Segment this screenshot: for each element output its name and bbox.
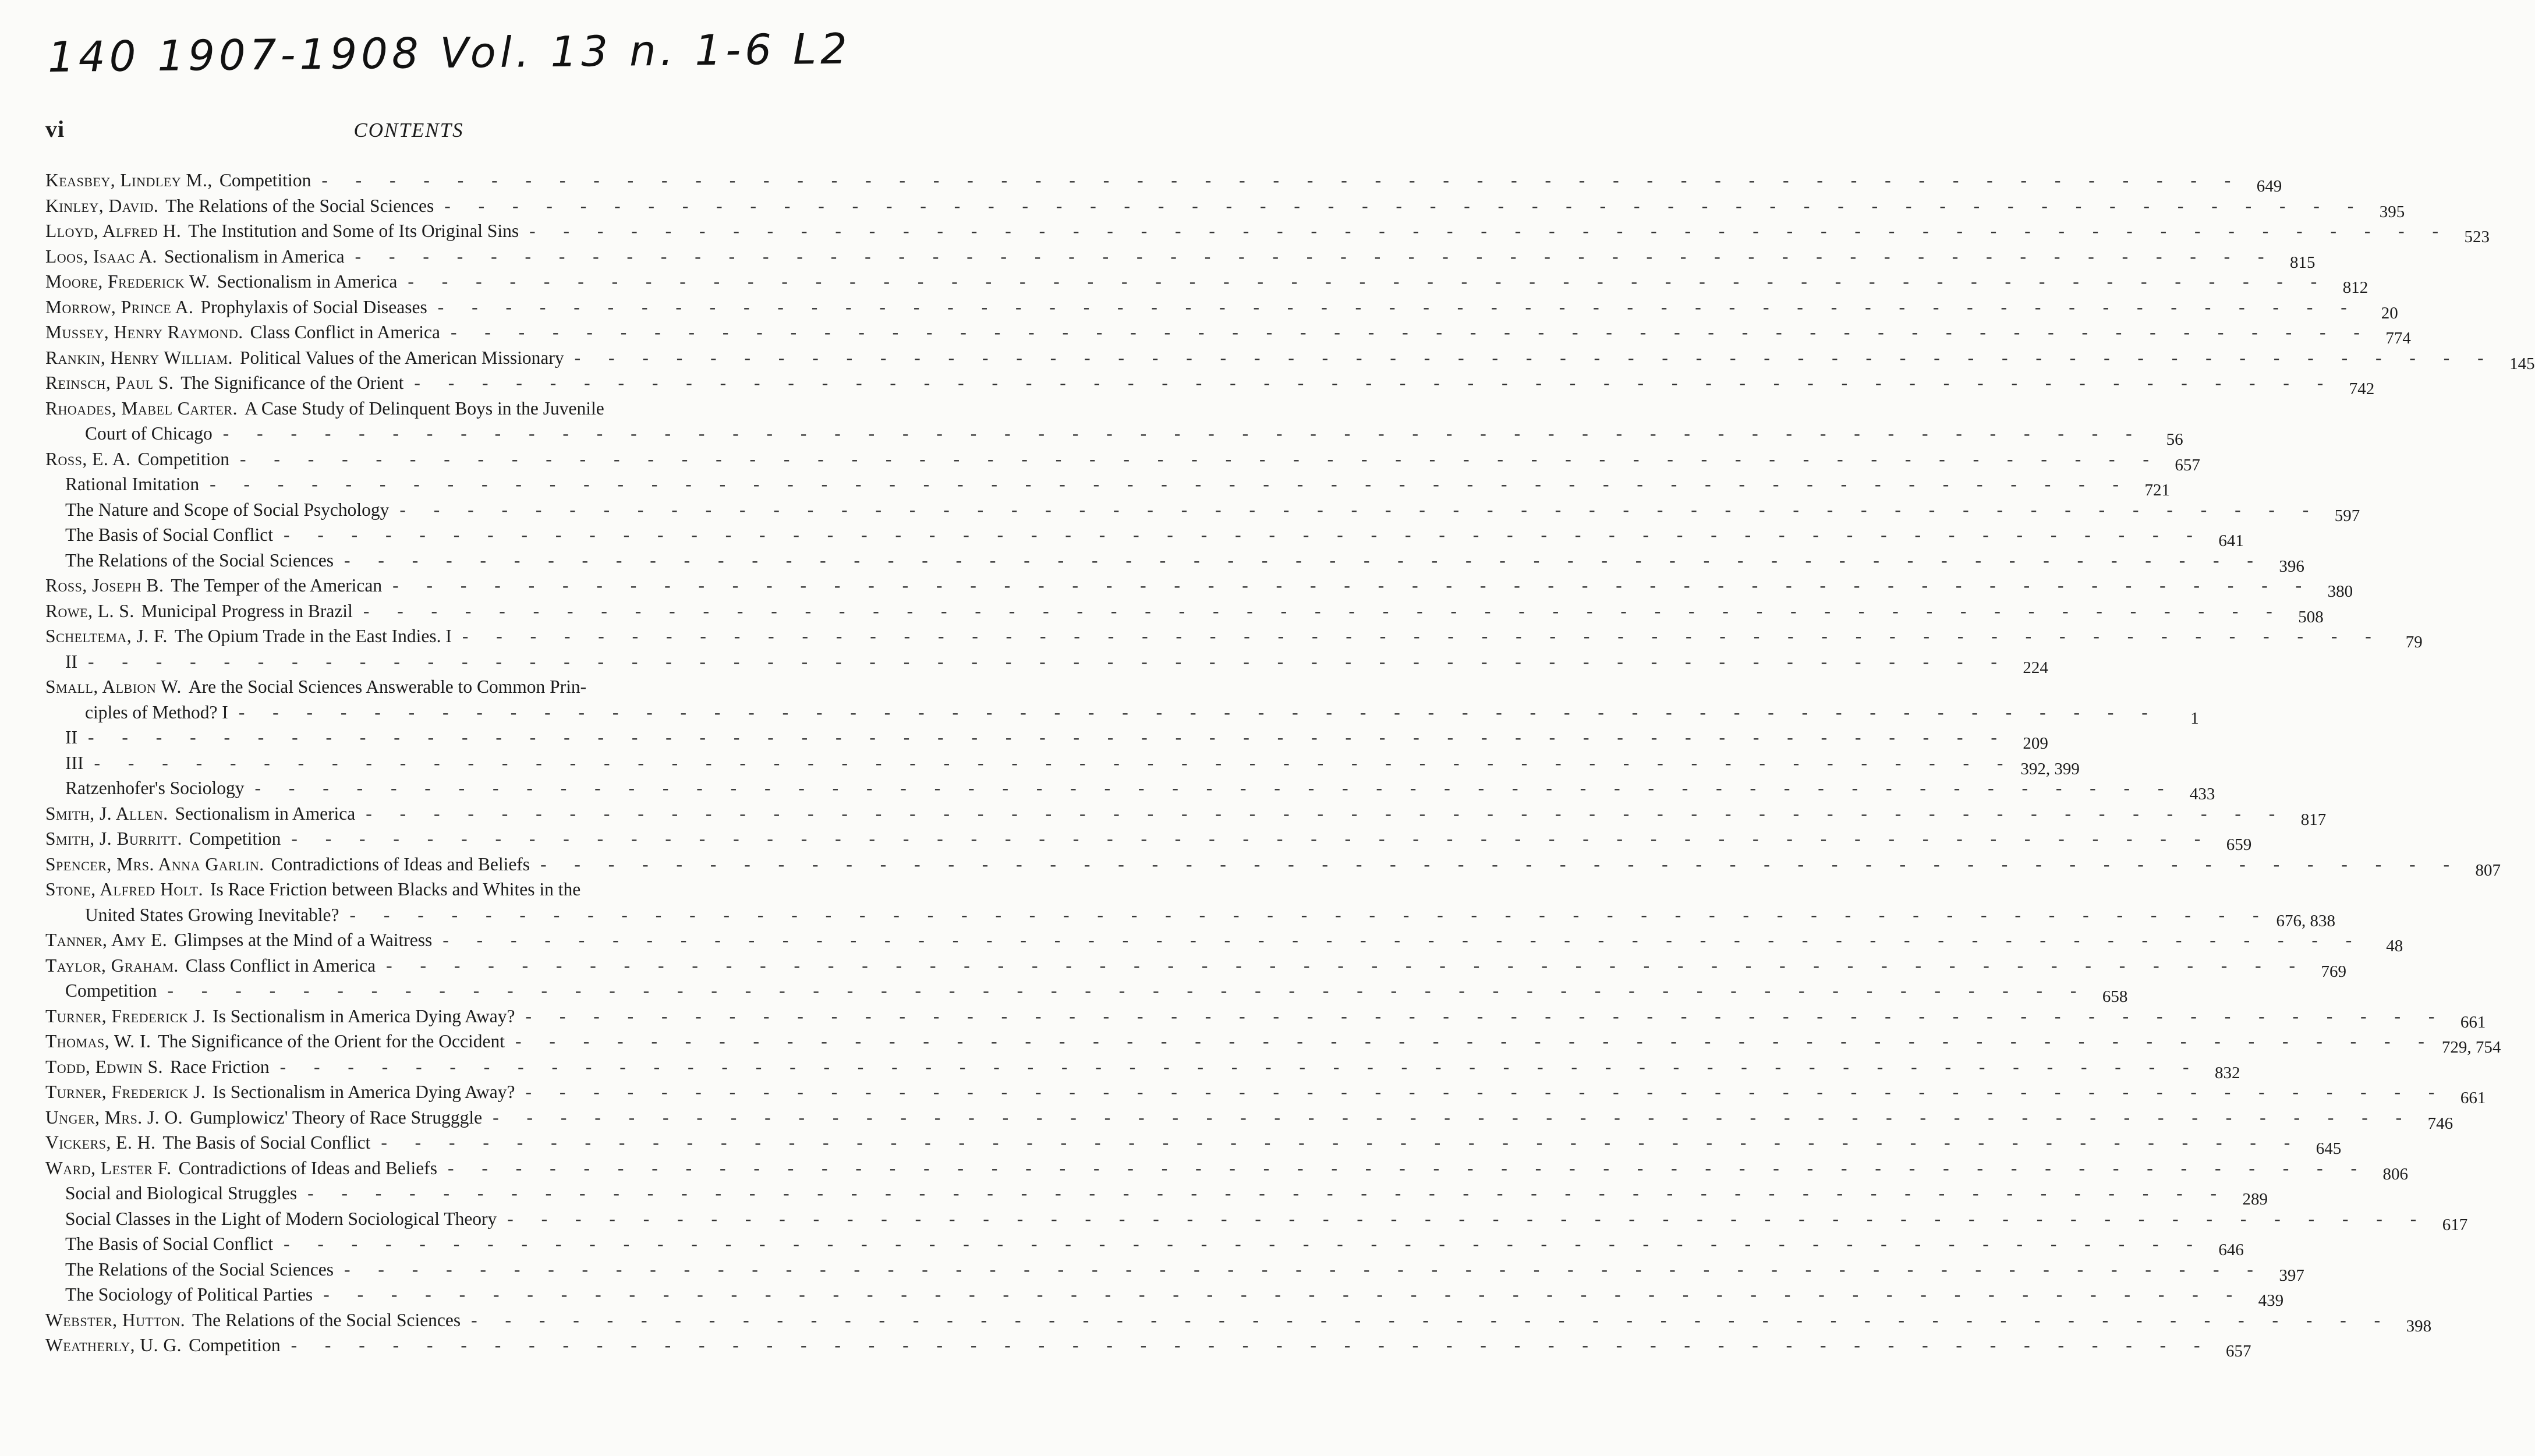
entry-author: Webster, Hutton. xyxy=(45,1309,186,1330)
entry-leaders: - - - - - - - - - - - - - - - - - - - - - - - - - - - - - - - - - - - - - - - - - - - - - - - - - - - - - - - - - xyxy=(87,651,2009,672)
entry-title: Contradictions of Ideas and Beliefs xyxy=(271,853,530,874)
entry-author: Rankin, Henry William. xyxy=(45,347,233,368)
entry-author: Tanner, Amy E. xyxy=(45,930,168,950)
contents-entry xyxy=(45,1333,2251,1361)
entry-title: The Basis of Social Conflict xyxy=(65,1234,273,1254)
contents-entry xyxy=(45,168,2282,196)
entry-title: II xyxy=(65,651,77,672)
entry-author: Spencer, Mrs. Anna Garlin. xyxy=(45,853,264,874)
entry-title: III xyxy=(65,752,84,773)
entry-page-number: 812 xyxy=(2342,278,2368,297)
entry-title: II xyxy=(65,727,77,748)
entry-leaders: - - - - - - - - - - - - - - - - - - - - - - - - - - - - - - - - - - - - - - - - - - - - - - - - - - - - - - - - - xyxy=(448,1157,2368,1178)
contents-entry-continuation xyxy=(45,421,2183,449)
entry-title: The Significance of the Orient for the Occident xyxy=(158,1031,505,1051)
entry-page-number: 395 xyxy=(2379,202,2405,221)
entry-author: Todd, Edwin S. xyxy=(45,1056,164,1077)
entry-leaders: - - - - - - - - - - - - - - - - - - - - - - - - - - - - - - - - - - - - - - - - - - - - - - - - - - - - - - - - - xyxy=(414,373,2335,393)
entry-leaders: - - - - - - - - - - - - - - - - - - - - - - - - - - - - - - - - - - - - - - - - - - - - - - - - - - - - - - - - - xyxy=(507,1208,2428,1229)
entry-leaders: - - - - - - - - - - - - - - - - - - - - - - - - - - - - - - - - - - - - - - - - - - - - - - - - - - - - - - - - - xyxy=(344,1259,2265,1280)
entry-author: Ross, E. A. xyxy=(45,448,131,469)
contents-entry xyxy=(45,649,2048,677)
entry-author: Lloyd, Alfred H. xyxy=(45,221,182,241)
entry-title-continuation: Court of Chicago xyxy=(85,423,213,444)
entry-page-number: 769 xyxy=(2321,962,2347,981)
contents-entry xyxy=(45,852,2501,880)
running-head: CONTENTS xyxy=(353,119,464,141)
entry-author: Smith, J. Allen. xyxy=(45,803,168,824)
entry-leaders: - - - - - - - - - - - - - - - - - - - - - - - - - - - - - - - - - - - - - - - - - - - - - - - - - - - - - - - - - xyxy=(323,1284,2244,1305)
entry-author: Vickers, E. H. xyxy=(45,1132,156,1153)
entry-author: Ross, Joseph B. xyxy=(45,575,164,596)
entry-title: Rational Imitation xyxy=(65,474,200,494)
entry-leaders: - - - - - - - - - - - - - - - - - - - - - - - - - - - - - - - - - - - - - - - - - - - - - - - - - - - - - - - - - xyxy=(279,1056,2201,1077)
entry-page-number: 832 xyxy=(2215,1063,2240,1082)
entry-leaders: - - - - - - - - - - - - - - - - - - - - - - - - - - - - - - - - - - - - - - - - - - - - - - - - - - - - - - - - - xyxy=(222,423,2144,444)
entry-author: Morrow, Prince A. xyxy=(45,296,194,317)
entry-leaders: - - - - - - - - - - - - - - - - - - - - - - - - - - - - - - - - - - - - - - - - - - - - - - - - - - - - - - - - - xyxy=(355,246,2276,267)
entry-page-number: 659 xyxy=(2226,835,2252,854)
entry-page-number: 815 xyxy=(2290,253,2316,272)
entry-title: Municipal Progress in Brazil xyxy=(141,600,353,621)
contents-entry xyxy=(45,1105,2453,1133)
entry-leaders: - - - - - - - - - - - - - - - - - - - - - - - - - - - - - - - - - - - - - - - - - - - - - - - - - - - - - - - - - xyxy=(444,195,2366,216)
entry-page-number: 597 xyxy=(2334,506,2360,525)
entry-author: Rhoades, Mabel Carter. xyxy=(45,398,238,419)
entry-leaders: - - - - - - - - - - - - - - - - - - - - - - - - - - - - - - - - - - - - - - - - - - - - - - - - - - - - - - - - - xyxy=(529,221,2451,241)
entry-page-number: 289 xyxy=(2242,1190,2268,1209)
contents-list xyxy=(45,168,2535,1361)
entry-title: Class Conflict in America xyxy=(250,322,440,342)
entry-title: Prophylaxis of Social Diseases xyxy=(200,296,427,317)
entry-leaders: - - - - - - - - - - - - - - - - - - - - - - - - - - - - - - - - - - - - - - - - - - - - - - - - - - - - - - - - - xyxy=(291,1335,2212,1355)
entry-page-number: 48 xyxy=(2386,937,2403,955)
entry-title-continuation: United States Growing Inevitable? xyxy=(85,904,339,925)
entry-leaders: - - - - - - - - - - - - - - - - - - - - - - - - - - - - - - - - - - - - - - - - - - - - - - - - - - - - - - - - - xyxy=(462,626,2383,646)
entry-leaders: - - - - - - - - - - - - - - - - - - - - - - - - - - - - - - - - - - - - - - - - - - - - - - - - - - - - - - - - - xyxy=(471,1309,2392,1330)
entry-title: The Significance of the Orient xyxy=(180,373,404,393)
contents-entry xyxy=(45,1257,2304,1285)
entry-author: Thomas, W. I. xyxy=(45,1031,151,1051)
entry-page-number: 398 xyxy=(2406,1316,2432,1335)
contents-entry xyxy=(45,1181,2268,1209)
entry-leaders: - - - - - - - - - - - - - - - - - - - - - - - - - - - - - - - - - - - - - - - - - - - - - - - - - - - - - - - - - xyxy=(349,904,2271,925)
entry-leaders: - - - - - - - - - - - - - - - - - - - - - - - - - - - - - - - - - - - - - - - - - - - - - - - - - - - - - - - - - xyxy=(254,778,2176,798)
entry-author: Keasbey, Lindley M., xyxy=(45,170,213,190)
entry-title: Contradictions of Ideas and Beliefs xyxy=(178,1157,438,1178)
entry-author: Mussey, Henry Raymond. xyxy=(45,322,243,342)
contents-entry xyxy=(45,725,2048,753)
contents-entry xyxy=(45,826,2252,854)
contents-entry xyxy=(45,1130,2342,1158)
entry-page-number: 646 xyxy=(2218,1241,2244,1259)
entry-page-number: 617 xyxy=(2442,1215,2468,1234)
entry-title-continuation: ciples of Method? I xyxy=(85,702,228,722)
entry-page-number: 658 xyxy=(2102,987,2128,1006)
entry-page-number: 721 xyxy=(2144,481,2171,499)
entry-leaders: - - - - - - - - - - - - - - - - - - - - - - - - - - - - - - - - - - - - - - - - - - - - - - - - - - - - - - - - - xyxy=(94,752,2015,773)
entry-author: Stone, Alfred Holt. xyxy=(45,879,203,899)
entry-author: Kinley, David. xyxy=(45,195,159,216)
entry-title: Political Values of the American Missionary xyxy=(239,347,564,368)
entry-leaders: - - - - - - - - - - - - - - - - - - - - - - - - - - - - - - - - - - - - - - - - - - - - - - - - - - - - - - - - - xyxy=(167,980,2088,1001)
entry-leaders: - - - - - - - - - - - - - - - - - - - - - - - - - - - - - - - - - - - - - - - - - - - - - - - - - - - - - - - - - xyxy=(450,322,2371,342)
contents-entry xyxy=(45,598,2324,626)
entry-title: The Basis of Social Conflict xyxy=(65,525,273,545)
entry-page-number: 380 xyxy=(2327,582,2353,601)
contents-entry xyxy=(45,624,2423,651)
entry-page-number: 645 xyxy=(2316,1139,2342,1158)
entry-leaders: - - - - - - - - - - - - - - - - - - - - - - - - - - - - - - - - - - - - - - - - - - - - - - - - - - - - - - - - - xyxy=(321,170,2243,190)
entry-leaders: - - - - - - - - - - - - - - - - - - - - - - - - - - - - - - - - - - - - - - - - - - - - - - - - - - - - - - - - - xyxy=(240,448,2161,469)
entry-title: Competition xyxy=(189,1335,281,1355)
entry-page-number: 657 xyxy=(2225,1342,2251,1361)
entry-page-number: 806 xyxy=(2382,1164,2408,1184)
entry-title: Sectionalism in America xyxy=(217,271,398,292)
entry-title: The Opium Trade in the East Indies. I xyxy=(174,626,452,646)
entry-page-number: 145 xyxy=(2509,354,2535,373)
entry-leaders: - - - - - - - - - - - - - - - - - - - - - - - - - - - - - - - - - - - - - - - - - - - - - - - - - - - - - - - - - xyxy=(399,499,2321,520)
contents-entry xyxy=(45,953,2347,981)
entry-leaders: - - - - - - - - - - - - - - - - - - - - - - - - - - - - - - - - - - - - - - - - - - - - - - - - - - - - - - - - - xyxy=(386,955,2307,976)
entry-leaders: - - - - - - - - - - - - - - - - - - - - - - - - - - - - - - - - - - - - - - - - - - - - - - - - - - - - - - - - - xyxy=(363,600,2284,621)
entry-leaders: - - - - - - - - - - - - - - - - - - - - - - - - - - - - - - - - - - - - - - - - - - - - - - - - - - - - - - - - - xyxy=(540,853,2461,874)
contents-entry xyxy=(45,1054,2240,1082)
contents-entry-continuation xyxy=(45,700,2199,728)
contents-entry xyxy=(45,396,780,421)
contents-entry xyxy=(45,978,2128,1006)
entry-title: Is Race Friction between Blacks and Whites in the xyxy=(210,879,581,899)
entry-leaders: - - - - - - - - - - - - - - - - - - - - - - - - - - - - - - - - - - - - - - - - - - - - - - - - - - - - - - - - - xyxy=(525,1082,2447,1102)
entry-author: Rowe, L. S. xyxy=(45,600,134,621)
entry-page-number: 209 xyxy=(2023,734,2048,753)
entry-title: The Basis of Social Conflict xyxy=(162,1132,371,1153)
entry-page-number: 224 xyxy=(2023,658,2048,677)
contents-entry xyxy=(45,775,2215,803)
entry-title: The Sociology of Political Parties xyxy=(65,1284,313,1305)
contents-entry xyxy=(45,497,2360,525)
entry-author: Turner, Frederick J. xyxy=(45,1082,206,1102)
entry-page-number: 807 xyxy=(2475,860,2501,880)
entry-author: Moore, Frederick W. xyxy=(45,271,210,292)
contents-entry xyxy=(45,218,2490,246)
entry-title: Gumplowicz' Theory of Race Strugggle xyxy=(190,1107,483,1128)
entry-author: Unger, Mrs. J. O. xyxy=(45,1107,183,1128)
entry-title: A Case Study of Delinquent Boys in the Juvenile xyxy=(244,398,604,419)
entry-page-number: 746 xyxy=(2427,1114,2453,1133)
entry-title: Sectionalism in America xyxy=(175,803,356,824)
entry-page-number: 79 xyxy=(2405,633,2423,651)
entry-leaders: - - - - - - - - - - - - - - - - - - - - - - - - - - - - - - - - - - - - - - - - - - - - - - - - - - - - - - - - - xyxy=(238,702,2159,722)
entry-title: Class Conflict in America xyxy=(185,955,376,976)
contents-entry xyxy=(45,244,2316,272)
entry-leaders: - - - - - - - - - - - - - - - - - - - - - - - - - - - - - - - - - - - - - - - - - - - - - - - - - - - - - - - - - xyxy=(210,474,2131,494)
entry-page-number: 508 xyxy=(2298,607,2324,626)
contents-entry xyxy=(45,877,780,902)
entry-title: Are the Social Sciences Answerable to Common Prin- xyxy=(188,676,587,697)
entry-title: Glimpses at the Mind of a Waitress xyxy=(174,930,433,950)
entry-author: Scheltema, J. F. xyxy=(45,626,168,646)
entry-title: The Relations of the Social Sciences xyxy=(65,550,334,571)
contents-entry xyxy=(45,1282,2284,1310)
entry-author: Reinsch, Paul S. xyxy=(45,373,174,393)
entry-leaders: - - - - - - - - - - - - - - - - - - - - - - - - - - - - - - - - - - - - - - - - - - - - - - - - - - - - - - - - - xyxy=(344,550,2265,571)
entry-author: Ward, Lester F. xyxy=(45,1157,172,1178)
entry-page-number: 439 xyxy=(2258,1291,2284,1310)
contents-entry xyxy=(45,295,2398,323)
entry-author: Turner, Frederick J. xyxy=(45,1005,206,1026)
contents-entry xyxy=(45,1231,2244,1259)
contents-entry-continuation xyxy=(45,902,2335,930)
entry-title: Social and Biological Struggles xyxy=(65,1183,298,1203)
entry-leaders: - - - - - - - - - - - - - - - - - - - - - - - - - - - - - - - - - - - - - - - - - - - - - - - - - - - - - - - - - xyxy=(515,1031,2436,1051)
entry-page-number: 523 xyxy=(2464,228,2490,246)
entry-page-number: 742 xyxy=(2349,380,2375,398)
entry-leaders: - - - - - - - - - - - - - - - - - - - - - - - - - - - - - - - - - - - - - - - - - - - - - - - - - - - - - - - - - xyxy=(366,803,2287,824)
entry-page-number: 649 xyxy=(2256,177,2282,196)
entry-page-number: 661 xyxy=(2460,1089,2486,1107)
entry-title: Sectionalism in America xyxy=(164,246,345,267)
entry-page-number: 56 xyxy=(2166,430,2183,449)
entry-leaders: - - - - - - - - - - - - - - - - - - - - - - - - - - - - - - - - - - - - - - - - - - - - - - - - - - - - - - - - - xyxy=(283,1234,2204,1254)
entry-leaders: - - - - - - - - - - - - - - - - - - - - - - - - - - - - - - - - - - - - - - - - - - - - - - - - - - - - - - - - - xyxy=(525,1005,2447,1026)
entry-leaders: - - - - - - - - - - - - - - - - - - - - - - - - - - - - - - - - - - - - - - - - - - - - - - - - - - - - - - - - - xyxy=(574,347,2495,368)
entry-title: Competition xyxy=(219,170,311,190)
entry-title: The Relations of the Social Sciences xyxy=(192,1309,461,1330)
entry-leaders: - - - - - - - - - - - - - - - - - - - - - - - - - - - - - - - - - - - - - - - - - - - - - - - - - - - - - - - - - xyxy=(307,1183,2228,1203)
entry-page-number: 20 xyxy=(2381,303,2398,323)
entry-page-number: 774 xyxy=(2385,329,2411,348)
entry-leaders: - - - - - - - - - - - - - - - - - - - - - - - - - - - - - - - - - - - - - - - - - - - - - - - - - - - - - - - - - xyxy=(283,525,2204,545)
entry-leaders: - - - - - - - - - - - - - - - - - - - - - - - - - - - - - - - - - - - - - - - - - - - - - - - - - - - - - - - - - xyxy=(87,727,2009,748)
entry-leaders: - - - - - - - - - - - - - - - - - - - - - - - - - - - - - - - - - - - - - - - - - - - - - - - - - - - - - - - - - xyxy=(381,1132,2302,1153)
entry-title: Competition xyxy=(189,828,281,849)
entry-page-number: 817 xyxy=(2300,810,2327,829)
contents-entry xyxy=(45,472,2171,499)
entry-title: Competition xyxy=(65,980,157,1001)
entry-leaders: - - - - - - - - - - - - - - - - - - - - - - - - - - - - - - - - - - - - - - - - - - - - - - - - - - - - - - - - - xyxy=(291,828,2212,849)
entry-title: Race Friction xyxy=(170,1056,270,1077)
entry-page-number: 392, 399 xyxy=(2020,759,2080,778)
entry-author: Loos, Isaac A. xyxy=(45,246,157,267)
contents-entry xyxy=(45,193,2405,221)
contents-entry xyxy=(45,1206,2468,1234)
entry-title: Is Sectionalism in America Dying Away? xyxy=(213,1005,515,1026)
entry-page-number: 661 xyxy=(2460,1012,2486,1032)
entry-title: Is Sectionalism in America Dying Away? xyxy=(213,1082,515,1102)
entry-page-number: 1 xyxy=(2190,708,2199,728)
entry-leaders: - - - - - - - - - - - - - - - - - - - - - - - - - - - - - - - - - - - - - - - - - - - - - - - - - - - - - - - - - xyxy=(408,271,2329,292)
entry-leaders: - - - - - - - - - - - - - - - - - - - - - - - - - - - - - - - - - - - - - - - - - - - - - - - - - - - - - - - - - xyxy=(442,930,2364,950)
contents-entry xyxy=(45,573,2353,601)
entry-page-number: 641 xyxy=(2218,532,2244,550)
entry-page-number: 433 xyxy=(2189,785,2215,803)
entry-author: Small, Albion W. xyxy=(45,676,182,697)
entry-author: Taylor, Graham. xyxy=(45,955,179,976)
entry-page-number: 729, 754 xyxy=(2441,1038,2501,1057)
entry-title: The Temper of the American xyxy=(171,575,383,596)
entry-title: The Institution and Some of Its Original Sins xyxy=(188,221,519,241)
contents-entry xyxy=(45,927,2403,955)
entry-author: Weatherly, U. G. xyxy=(45,1335,182,1355)
page-folio: vi xyxy=(45,116,65,142)
entry-page-number: 657 xyxy=(2175,455,2200,474)
entry-page-number: 397 xyxy=(2279,1266,2304,1285)
entry-title: Ratzenhofer's Sociology xyxy=(65,778,245,798)
entry-page-number: 676, 838 xyxy=(2276,911,2335,930)
entry-page-number: 396 xyxy=(2279,557,2304,576)
entry-title: The Nature and Scope of Social Psychology xyxy=(65,499,390,520)
entry-leaders: - - - - - - - - - - - - - - - - - - - - - - - - - - - - - - - - - - - - - - - - - - - - - - - - - - - - - - - - - xyxy=(392,575,2314,596)
entry-title: The Relations of the Social Sciences xyxy=(165,195,434,216)
contents-entry xyxy=(45,447,2200,474)
contents-entry xyxy=(45,345,2535,373)
contents-entry xyxy=(45,370,2375,398)
contents-entry xyxy=(45,548,2304,576)
entry-title: The Relations of the Social Sciences xyxy=(65,1259,334,1280)
contents-entry xyxy=(45,801,2327,829)
contents-entry xyxy=(45,1029,2501,1057)
contents-entry xyxy=(45,1156,2408,1184)
entry-title: Competition xyxy=(137,448,229,469)
contents-entry xyxy=(45,269,2368,297)
contents-entry xyxy=(45,522,2244,550)
entry-leaders: - - - - - - - - - - - - - - - - - - - - - - - - - - - - - - - - - - - - - - - - - - - - - - - - - - - - - - - - - xyxy=(437,296,2359,317)
entry-author: Smith, J. Burritt. xyxy=(45,828,182,849)
contents-entry xyxy=(45,320,2411,348)
handwritten-annotation: 140 1907-1908 Vol. 13 n. 1-6 L2 xyxy=(47,24,852,82)
entry-title: Social Classes in the Light of Modern Sociological Theory xyxy=(65,1208,497,1229)
contents-entry xyxy=(45,1079,2486,1107)
contents-entry xyxy=(45,750,2080,778)
contents-entry xyxy=(45,674,780,700)
contents-entry xyxy=(45,1308,2432,1335)
entry-leaders: - - - - - - - - - - - - - - - - - - - - - - - - - - - - - - - - - - - - - - - - - - - - - - - - - - - - - - - - - xyxy=(493,1107,2414,1128)
contents-entry xyxy=(45,1004,2486,1032)
